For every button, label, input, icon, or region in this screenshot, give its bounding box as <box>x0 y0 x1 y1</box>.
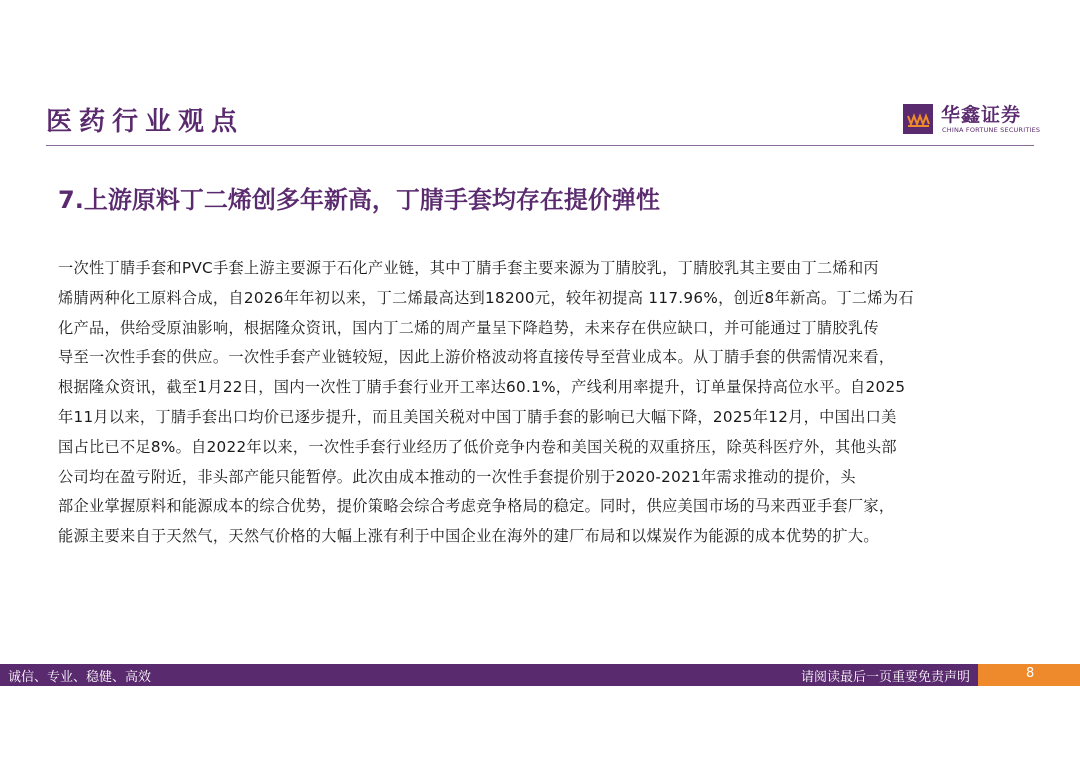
body-line: 年11月以来，丁腈手套出口均价已逐步提升，而且美国关税对中国丁腈手套的影响已大幅下降，2025年12月，中国出口美 <box>58 407 897 426</box>
body-line: 国占比已不足8%。自2022年以来，一次性手套行业经历了低价竞争内卷和美国关税的双重挤压，除英科医疗外，其他头部 <box>58 437 897 456</box>
logo-english-name: CHINA FORTUNE SECURITIES <box>942 126 1041 134</box>
body-line: 导至一次性手套的供应。一次性手套产业链较短，因此上游价格波动将直接传导至营业成本。从丁腈手套的供需情况来看， <box>58 348 895 367</box>
body-line: 能源主要来自于天然气，天然气价格的大幅上涨有利于中国企业在海外的建厂布局和以煤炭作为能源的成本优势的扩大。 <box>58 527 879 546</box>
page-number: 8 <box>1026 666 1035 681</box>
body-line: 化产品，供给受原油影响，根据隆众资讯，国内丁二烯的周产量呈下降趋势，未来存在供应缺口，并可能通过丁腈胶乳传 <box>58 318 879 337</box>
body-line: 部企业掌握原料和能源成本的综合优势，提价策略会综合考虑竞争格局的稳定。同时，供应美国市场的马来西亚手套厂家， <box>58 497 895 516</box>
footer-disclaimer: 请阅读最后一页重要免责声明 <box>800 670 970 685</box>
section-heading: 7.上游原料丁二烯创多年新高，丁腈手套均存在提价弹性 <box>58 186 660 214</box>
body-line: 一次性丁腈手套和PVC手套上游主要源于石化产业链，其中丁腈手套主要来源为丁腈胶乳，丁腈胶乳其主要由丁二烯和丙 <box>58 259 879 277</box>
company-logo <box>903 99 1043 139</box>
page-header-title: 医药行业观点 <box>46 107 245 137</box>
page-number-box <box>978 664 1080 686</box>
footer-bar <box>0 664 978 686</box>
company-logo-icon <box>903 104 933 134</box>
body-line: 根据隆众资讯，截至1月22日，国内一次性丁腈手套行业开工率达60.1%，产线利用率提升，订单量保持高位水平。自2025 <box>58 378 906 397</box>
logo-chinese-name: 华鑫证券 <box>941 104 1022 126</box>
body-paragraph <box>58 254 1038 552</box>
header-divider <box>46 145 1034 146</box>
body-line: 公司均在盈亏附近，非头部产能只能暂停。此次由成本推动的一次性手套提价别于2020-2021年需求推动的提价，头 <box>58 467 856 486</box>
body-line: 烯腈两种化工原料合成，自2026年年初以来，丁二烯最高达到18200元，较年初提高 117.96%，创近8年新高。丁二烯为石 <box>58 288 914 307</box>
footer-slogan: 诚信、专业、稳健、高效 <box>8 670 152 685</box>
